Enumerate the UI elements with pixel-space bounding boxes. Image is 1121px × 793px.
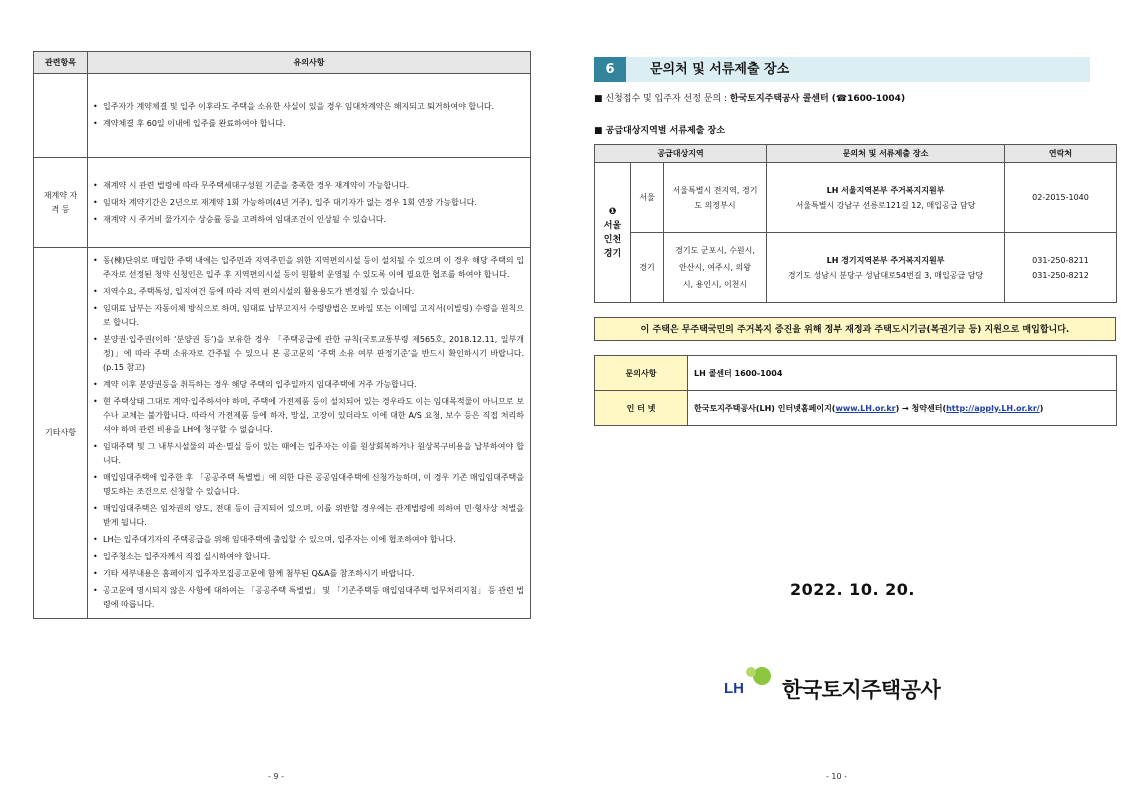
row-category: 재계약 자격 등 (34, 158, 88, 248)
list-item: • 분양권·입주권(이하 ‘분양권 등’)을 보유한 경우 「주택공급에 관한 규칙(국토교통부령 제565호, 2018.12.11, 일부개정)」에 따라 주택 소유자로 간주될 수 있으니 본 공고문의 ‘주택 소유 여부 판정기준’을 반드시 확인하시기 바랍니다.(p.15 참고) (92, 333, 524, 375)
header-office: 문의처 및 서류제출 장소 (767, 145, 1005, 163)
office-address: 경기도 성남시 분당구 성남대로54번길 3, 매입공급 담당 (787, 270, 984, 280)
contact-label: 문의사항 (595, 356, 688, 391)
section-header (594, 57, 1090, 82)
apply-center-link[interactable]: http://apply.LH.or.kr/ (946, 403, 1040, 413)
inquiry-callcenter: 한국토지주택공사 콜센터 (☎1600-1004) (729, 94, 906, 104)
header-category: 관련항목 (34, 52, 88, 74)
company-name: 한국토지주택공사 (782, 678, 941, 702)
list-item: • 기타 세부내용은 홈페이지 입주자모집공고문에 함께 첨부된 Q&A를 참조하시기 바랍니다. (92, 567, 524, 581)
office-cell (767, 233, 1005, 303)
notes-list (92, 100, 524, 131)
list-item: • 임대료 납부는 자동이체 방식으로 하며, 임대료 납부고지서 수령방법은 모바일 또는 이메일 고지서(이빌링) 수령을 원칙으로 합니다. (92, 302, 524, 330)
contact-label: 인 터 넷 (595, 391, 688, 426)
office-name: LH 서울지역본부 주거복지지원부 (826, 185, 945, 195)
phone-cell (1005, 233, 1117, 303)
phone-number: 031-250-8211 (1032, 255, 1089, 265)
row-category (34, 74, 88, 158)
table-row (595, 391, 1117, 426)
list-item: • 공고문에 명시되지 않은 사항에 대하여는 「공공주택 특별법」 및 「기존주택등 매입임대주택 업무처리지침」 등 관련 법령에 따릅니다. (92, 584, 524, 612)
table-row (595, 163, 1117, 233)
list-item: • LH는 입주대기자의 주택공급을 위해 임대주택에 출입할 수 있으며, 입주자는 이에 협조하여야 합니다. (92, 533, 524, 547)
list-item: • 임대주택 및 그 내부시설물의 파손·멸실 등이 있는 때에는 입주자는 이를 원상회복하거나 원상복구비용을 납부하여야 합니다. (92, 440, 524, 468)
lh-logo-letters: LH (724, 680, 744, 697)
list-item: • 계약체결 후 60일 이내에 입주를 완료하여야 합니다. (92, 117, 524, 131)
page-number-right: - 10 - (826, 772, 848, 781)
list-item: • 재계약 시 관련 법령에 따라 무주택세대구성원 기준을 충족한 경우 재계약이 가능합니다. (92, 179, 524, 193)
contact-web: 한국토지주택공사(LH) 인터넷홈페이지(www.LH.or.kr) → 청약센터(http://apply.LH.or.kr/) (688, 391, 1117, 426)
list-item: • 매입임대주택은 임차권의 양도, 전대 등이 금지되어 있으며, 이를 위반할 경우에는 관계법령에 의하여 민·형사상 처벌을 받게 됩니다. (92, 502, 524, 530)
notes-list (92, 254, 524, 612)
list-item: • 재계약 시 주거비 물가지수 상승률 등을 고려하여 임대조건이 인상될 수 있습니다. (92, 213, 524, 227)
publish-date: 2022. 10. 20. (790, 580, 915, 599)
list-item: • 지역수요, 주택특성, 입지여건 등에 따라 지역 편의시설의 활용용도가 변경될 수 있습니다. (92, 285, 524, 299)
section-number: 6 (594, 57, 626, 82)
region-table (594, 144, 1117, 303)
region-sub: 서울 (631, 163, 664, 233)
phone-number: 031-250-8212 (1032, 270, 1089, 280)
table-row (34, 74, 531, 158)
page-number-left: - 9 - (268, 772, 284, 781)
header-region: 공급대상지역 (595, 145, 767, 163)
header-phone: 연락처 (1005, 145, 1117, 163)
region-areas: 서울특별시 전지역, 경기도 의정부시 (664, 163, 767, 233)
list-item: • 현 주택상태 그대로 계약·입주하셔야 하며, 주택에 가전제품 등이 설치되어 있는 경우라도 이는 임대목적물이 아니므로 보수나 교체는 불가합니다. 따라서 가전제품 등에 하자, 망실, 고장이 있더라도 이에 대한 A/S 요청, 보수 등은 직접 처리하셔야 하며 관련 비용을 LH에 청구할 수 없습니다. (92, 395, 524, 437)
list-item: • 동(棟)단위로 매입한 주택 내에는 입주민과 지역주민을 위한 지역편의시설 등이 설치될 수 있으며 이 경우 해당 주택의 입주자로 선정된 청약 신청인은 입주 후 지역편의시설 등이 원활히 운영될 수 있도록 이에 필요한 협조를 하여야 합니다. (92, 254, 524, 282)
table-row (34, 248, 531, 619)
contact-table (594, 355, 1117, 426)
region-areas: 경기도 군포시, 수원시, 안산시, 여주시, 의왕시, 용인시, 이천시 (664, 233, 767, 303)
table-row (595, 233, 1117, 303)
lh-homepage-link[interactable]: www.LH.or.kr (835, 403, 896, 413)
office-name: LH 경기지역본부 주거복지지원부 (826, 255, 945, 265)
region-group-label: ❶ 서울 인천 경기 (595, 163, 631, 303)
list-item: • 매입임대주택에 입주한 후 「공공주택 특별법」에 의한 다른 공공임대주택에 신청가능하며, 이 경우 기존 매입임대주택을 명도하는 조건으로 신청할 수 있습니다. (92, 471, 524, 499)
notes-list (92, 179, 524, 227)
list-item: • 입주청소는 입주자께서 직접 실시하여야 합니다. (92, 550, 524, 564)
office-cell (767, 163, 1005, 233)
funding-notice: 이 주택은 무주택국민의 주거복지 증진을 위해 정부 재정과 주택도시기금(복권기금 등) 지원으로 매입합니다. (594, 317, 1116, 341)
list-item: • 입주자가 계약체결 및 입주 이후라도 주택을 소유한 사실이 있을 경우 임대차계약은 해지되고 퇴거하여야 합니다. (92, 100, 524, 114)
phone-number: 02-2015-1040 (1032, 193, 1089, 202)
office-address: 서울특별시 강남구 선릉로121길 12, 매입공급 담당 (795, 200, 976, 210)
header-notes: 유의사항 (88, 52, 531, 74)
region-sub: 경기 (631, 233, 664, 303)
table-row (595, 356, 1117, 391)
row-category: 기타사항 (34, 248, 88, 619)
inquiry-prefix: ■ 신청접수 및 입주자 선정 문의 : (594, 94, 730, 104)
section-title: 문의처 및 서류제출 장소 (650, 62, 790, 77)
subheading: ■ 공급대상지역별 서류제출 장소 (594, 126, 725, 136)
contact-value: LH 콜센터 1600-1004 (688, 356, 1117, 391)
list-item: • 계약 이후 분양권등을 취득하는 경우 해당 주택의 입주일까지 임대주택에 거주 가능합니다. (92, 378, 524, 392)
table-row (34, 158, 531, 248)
list-item: • 임대차 계약기간은 2년으로 재계약 1회 가능하며(4년 거주), 입주 대기자가 없는 경우 1회 연장 가능합니다. (92, 196, 524, 210)
phone-cell (1005, 163, 1117, 233)
inquiry-line (594, 91, 905, 104)
notes-table (33, 51, 531, 619)
